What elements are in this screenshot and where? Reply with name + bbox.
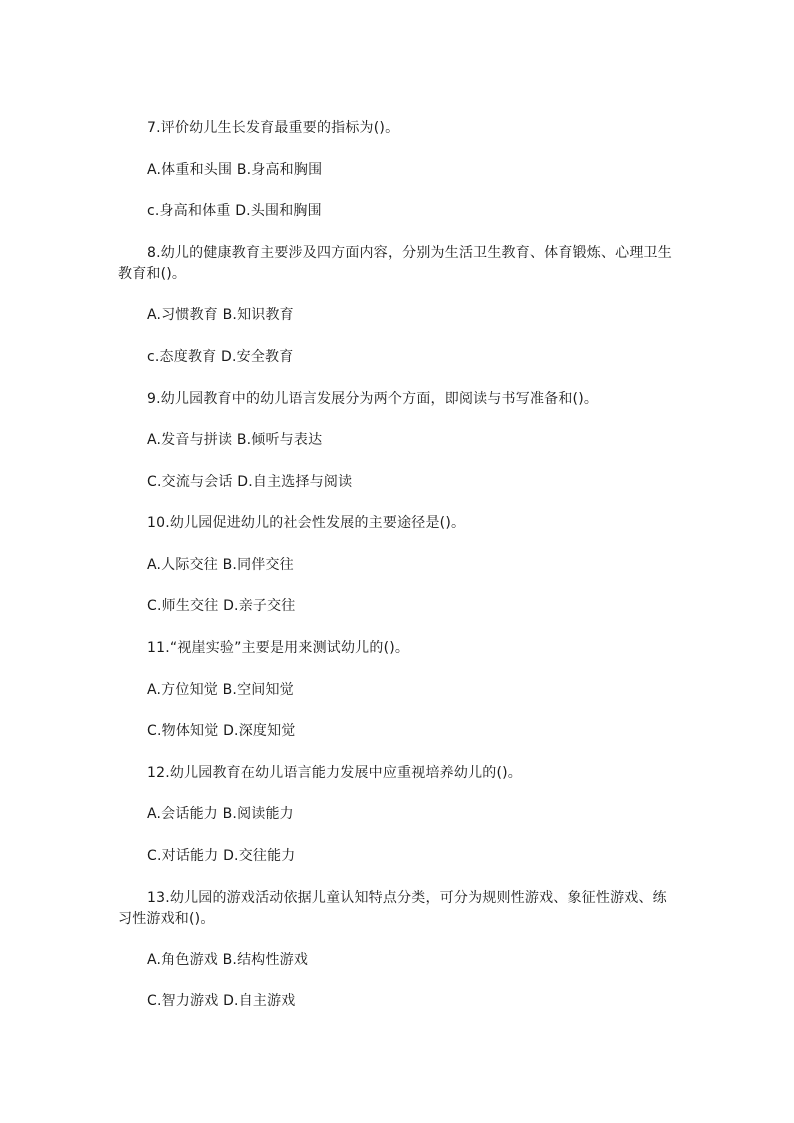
question-11: 11.“视崖实验”主要是用来测试幼儿的()。 [147,640,410,656]
question-11-options-cd: C.物体知觉 D.深度知觉 [147,723,296,739]
question-10: 10.幼儿园促进幼儿的社会性发展的主要途径是()。 [147,515,466,531]
question-10-options-cd: C.师生交往 D.亲子交往 [147,598,296,614]
question-7-options-ab: A.体重和头围 B.身高和胸围 [147,162,323,178]
question-12: 12.幼儿园教育在幼儿语言能力发展中应重视培养幼儿的()。 [147,765,522,781]
question-9-options-cd: C.交流与会话 D.自主选择与阅读 [147,474,353,490]
question-8: 8.幼儿的健康教育主要涉及四方面内容，分别为生活卫生教育、体育锻炼、心理卫生教育和()。 [118,245,672,282]
question-9-options-ab: A.发音与拼读 B.倾听与表达 [147,432,323,448]
question-7: 7.评价幼儿生长发育最重要的指标为()。 [147,120,400,136]
question-13-options-ab: A.角色游戏 B.结构性游戏 [147,952,309,968]
question-10-options-ab: A.人际交往 B.同伴交往 [147,557,294,573]
question-9: 9.幼儿园教育中的幼儿语言发展分为两个方面，即阅读与书写准备和()。 [147,391,599,407]
question-7-options-cd: c.身高和体重 D.头围和胸围 [147,203,322,219]
question-13: 13.幼儿园的游戏活动依据儿童认知特点分类，可分为规则性游戏、象征性游戏、练习性游戏和()。 [118,890,667,927]
question-13-options-cd: C.智力游戏 D.自主游戏 [147,993,296,1009]
question-12-options-ab: A.会话能力 B.阅读能力 [147,806,294,822]
question-11-options-ab: A.方位知觉 B.空间知觉 [147,682,294,698]
question-8-options-ab: A.习惯教育 B.知识教育 [147,307,294,323]
question-12-options-cd: C.对话能力 D.交往能力 [147,848,296,864]
question-8-options-cd: c.态度教育 D.安全教育 [147,349,294,365]
